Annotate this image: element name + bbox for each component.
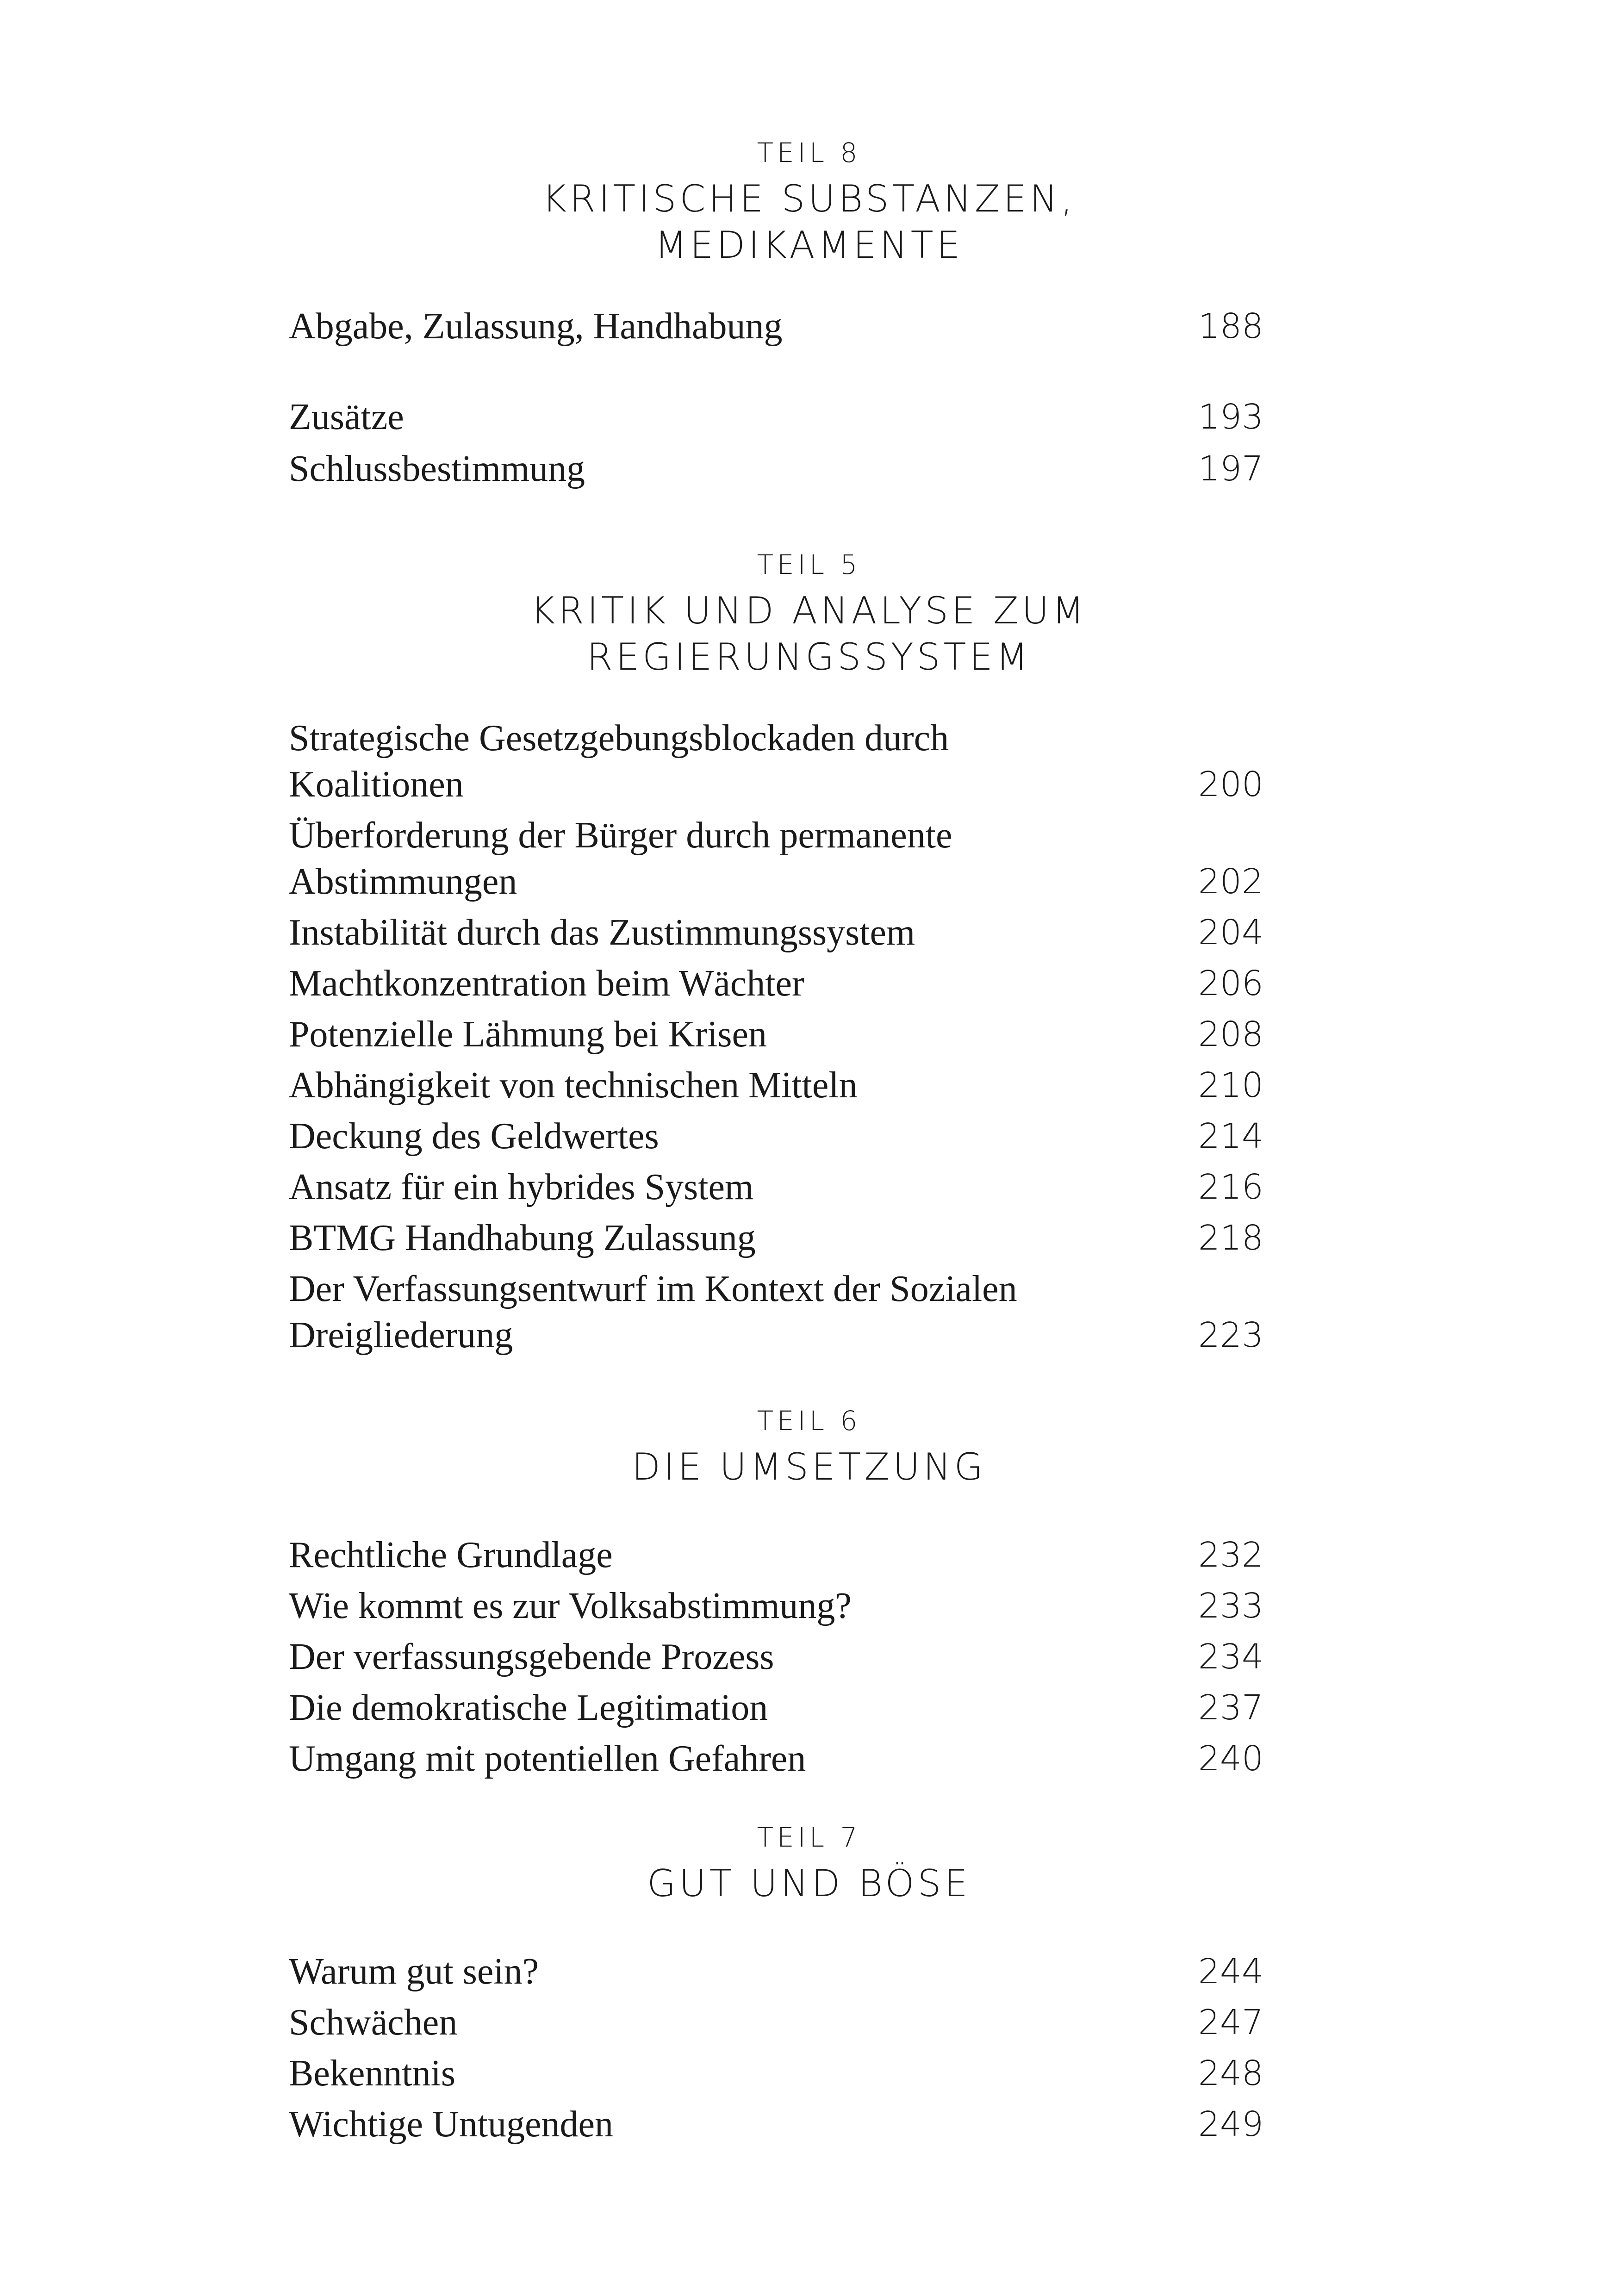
toc-entry-page: 240 xyxy=(1198,1739,1263,1779)
part-label: TEIL 6 xyxy=(757,1405,861,1437)
toc-entry-title: Deckung des Geldwertes xyxy=(289,1116,659,1157)
toc-entry-page: 204 xyxy=(1198,913,1263,952)
toc-entry[interactable] xyxy=(289,446,1263,492)
toc-entry-page: 200 xyxy=(1198,765,1263,804)
part-heading xyxy=(0,134,1618,268)
toc-entry-title: Zusätze xyxy=(289,397,404,437)
part-title-line: MEDIKAMENTE xyxy=(654,224,964,267)
toc-entry-page: 216 xyxy=(1198,1167,1263,1207)
toc-entry-title: Rechtliche Grundlage xyxy=(289,1535,613,1575)
toc-entry[interactable] xyxy=(289,1532,1263,1578)
toc-entry-title: Warum gut sein? xyxy=(289,1951,539,1992)
toc-entry-title: Der Verfassungsentwurf im Kontext der Sozialen Dreigliederung xyxy=(289,1269,1017,1356)
toc-entry-title: Die demokratische Legitimation xyxy=(289,1687,768,1728)
part-title-line: REGIERUNGSSYSTEM xyxy=(587,635,1031,678)
toc-entry[interactable] xyxy=(289,1736,1263,1782)
toc-entries xyxy=(289,715,1263,1358)
toc-entry[interactable] xyxy=(289,960,1263,1007)
toc-entry-page: 244 xyxy=(1198,1952,1263,1991)
toc-entries xyxy=(289,1532,1263,1782)
toc-entry-title: BTMG Handhabung Zulassung xyxy=(289,1218,756,1258)
toc-entry[interactable] xyxy=(289,1164,1263,1210)
toc-entry-title: Umgang mit potentiellen Gefahren xyxy=(289,1738,806,1779)
part-title-line: DIE UMSETZUNG xyxy=(632,1445,986,1488)
toc-entry[interactable] xyxy=(289,715,1263,808)
toc-entry-title: Ansatz für ein hybrides System xyxy=(289,1167,754,1207)
part-heading xyxy=(0,1402,1618,1490)
part-title xyxy=(0,588,1618,680)
toc-entry[interactable] xyxy=(289,1583,1263,1629)
toc-entry-page: 247 xyxy=(1198,2003,1263,2042)
toc-entry-page: 214 xyxy=(1198,1116,1263,1156)
part-title-line: GUT UND BÖSE xyxy=(647,1862,971,1905)
toc-entry[interactable] xyxy=(289,1634,1263,1680)
part-title xyxy=(0,1444,1618,1490)
toc-entry[interactable] xyxy=(289,1685,1263,1731)
toc-entry-page: 237 xyxy=(1198,1688,1263,1728)
toc-entry-page: 248 xyxy=(1198,2053,1263,2093)
part-heading xyxy=(0,1819,1618,1907)
part-title-line: KRITIK UND ANALYSE ZUM xyxy=(530,589,1088,632)
toc-entry[interactable] xyxy=(289,1948,1263,1995)
toc-entry-title: Schlussbestimmung xyxy=(289,448,585,489)
toc-entry[interactable] xyxy=(289,1215,1263,1261)
part-label: TEIL 5 xyxy=(757,549,861,580)
toc-entry-title: Strategische Gesetzgebungsblockaden durch Koalitionen xyxy=(289,718,949,805)
toc-entry-page: 234 xyxy=(1198,1637,1263,1677)
toc-entry-page: 206 xyxy=(1198,964,1263,1003)
part-title-line: KRITISCHE SUBSTANZEN, xyxy=(542,177,1076,220)
part-label: TEIL 7 xyxy=(757,1822,861,1853)
toc-entry[interactable] xyxy=(289,2101,1263,2147)
toc-entries xyxy=(289,303,1263,492)
toc-entry-page: 193 xyxy=(1198,397,1263,437)
toc-entry[interactable] xyxy=(289,909,1263,956)
toc-entry-title: Wie kommt es zur Volksabstimmung? xyxy=(289,1586,852,1626)
toc-entry[interactable] xyxy=(289,1062,1263,1108)
toc-entry[interactable] xyxy=(289,303,1263,349)
toc-entry-title: Machtkonzentration beim Wächter xyxy=(289,963,804,1004)
toc-entry-page: 218 xyxy=(1198,1218,1263,1258)
toc-entry-title: Abgabe, Zulassung, Handhabung xyxy=(289,306,783,347)
toc-entry-title: Bekenntnis xyxy=(289,2053,455,2094)
toc-entries xyxy=(289,1948,1263,2147)
toc-entry-page: 210 xyxy=(1198,1065,1263,1105)
toc-entry-page: 232 xyxy=(1198,1535,1263,1575)
part-title xyxy=(0,1860,1618,1907)
toc-entry[interactable] xyxy=(289,394,1263,440)
toc-entry-title: Abhängigkeit von technischen Mitteln xyxy=(289,1065,858,1106)
toc-entry[interactable] xyxy=(289,1999,1263,2046)
toc-entry-page: 197 xyxy=(1198,449,1263,489)
toc-entry-page: 202 xyxy=(1198,862,1263,902)
toc-entry-title: Potenzielle Lähmung bei Krisen xyxy=(289,1014,767,1055)
toc-entry-page: 188 xyxy=(1198,306,1263,346)
part-label: TEIL 8 xyxy=(757,137,861,168)
toc-entry-page: 249 xyxy=(1198,2104,1263,2144)
toc-entry-title: Instabilität durch das Zustimmungssystem xyxy=(289,912,915,953)
toc-entry-page: 223 xyxy=(1198,1315,1263,1355)
toc-entry-page: 208 xyxy=(1198,1014,1263,1054)
part-heading xyxy=(0,546,1618,680)
toc-entry-title: Wichtige Untugenden xyxy=(289,2104,614,2145)
toc-entry[interactable] xyxy=(289,812,1263,905)
toc-entry[interactable] xyxy=(289,1266,1263,1358)
toc-entry[interactable] xyxy=(289,1011,1263,1058)
toc-entry-title: Der verfassungsgebende Prozess xyxy=(289,1636,774,1677)
toc-entry[interactable] xyxy=(289,2050,1263,2097)
toc-entry[interactable] xyxy=(289,1113,1263,1159)
toc-entry-title: Schwächen xyxy=(289,2002,458,2043)
toc-entry-title: Überforderung der Bürger durch permanente Abstimmungen xyxy=(289,815,952,902)
toc-entry-page: 233 xyxy=(1198,1586,1263,1626)
part-title xyxy=(0,176,1618,268)
